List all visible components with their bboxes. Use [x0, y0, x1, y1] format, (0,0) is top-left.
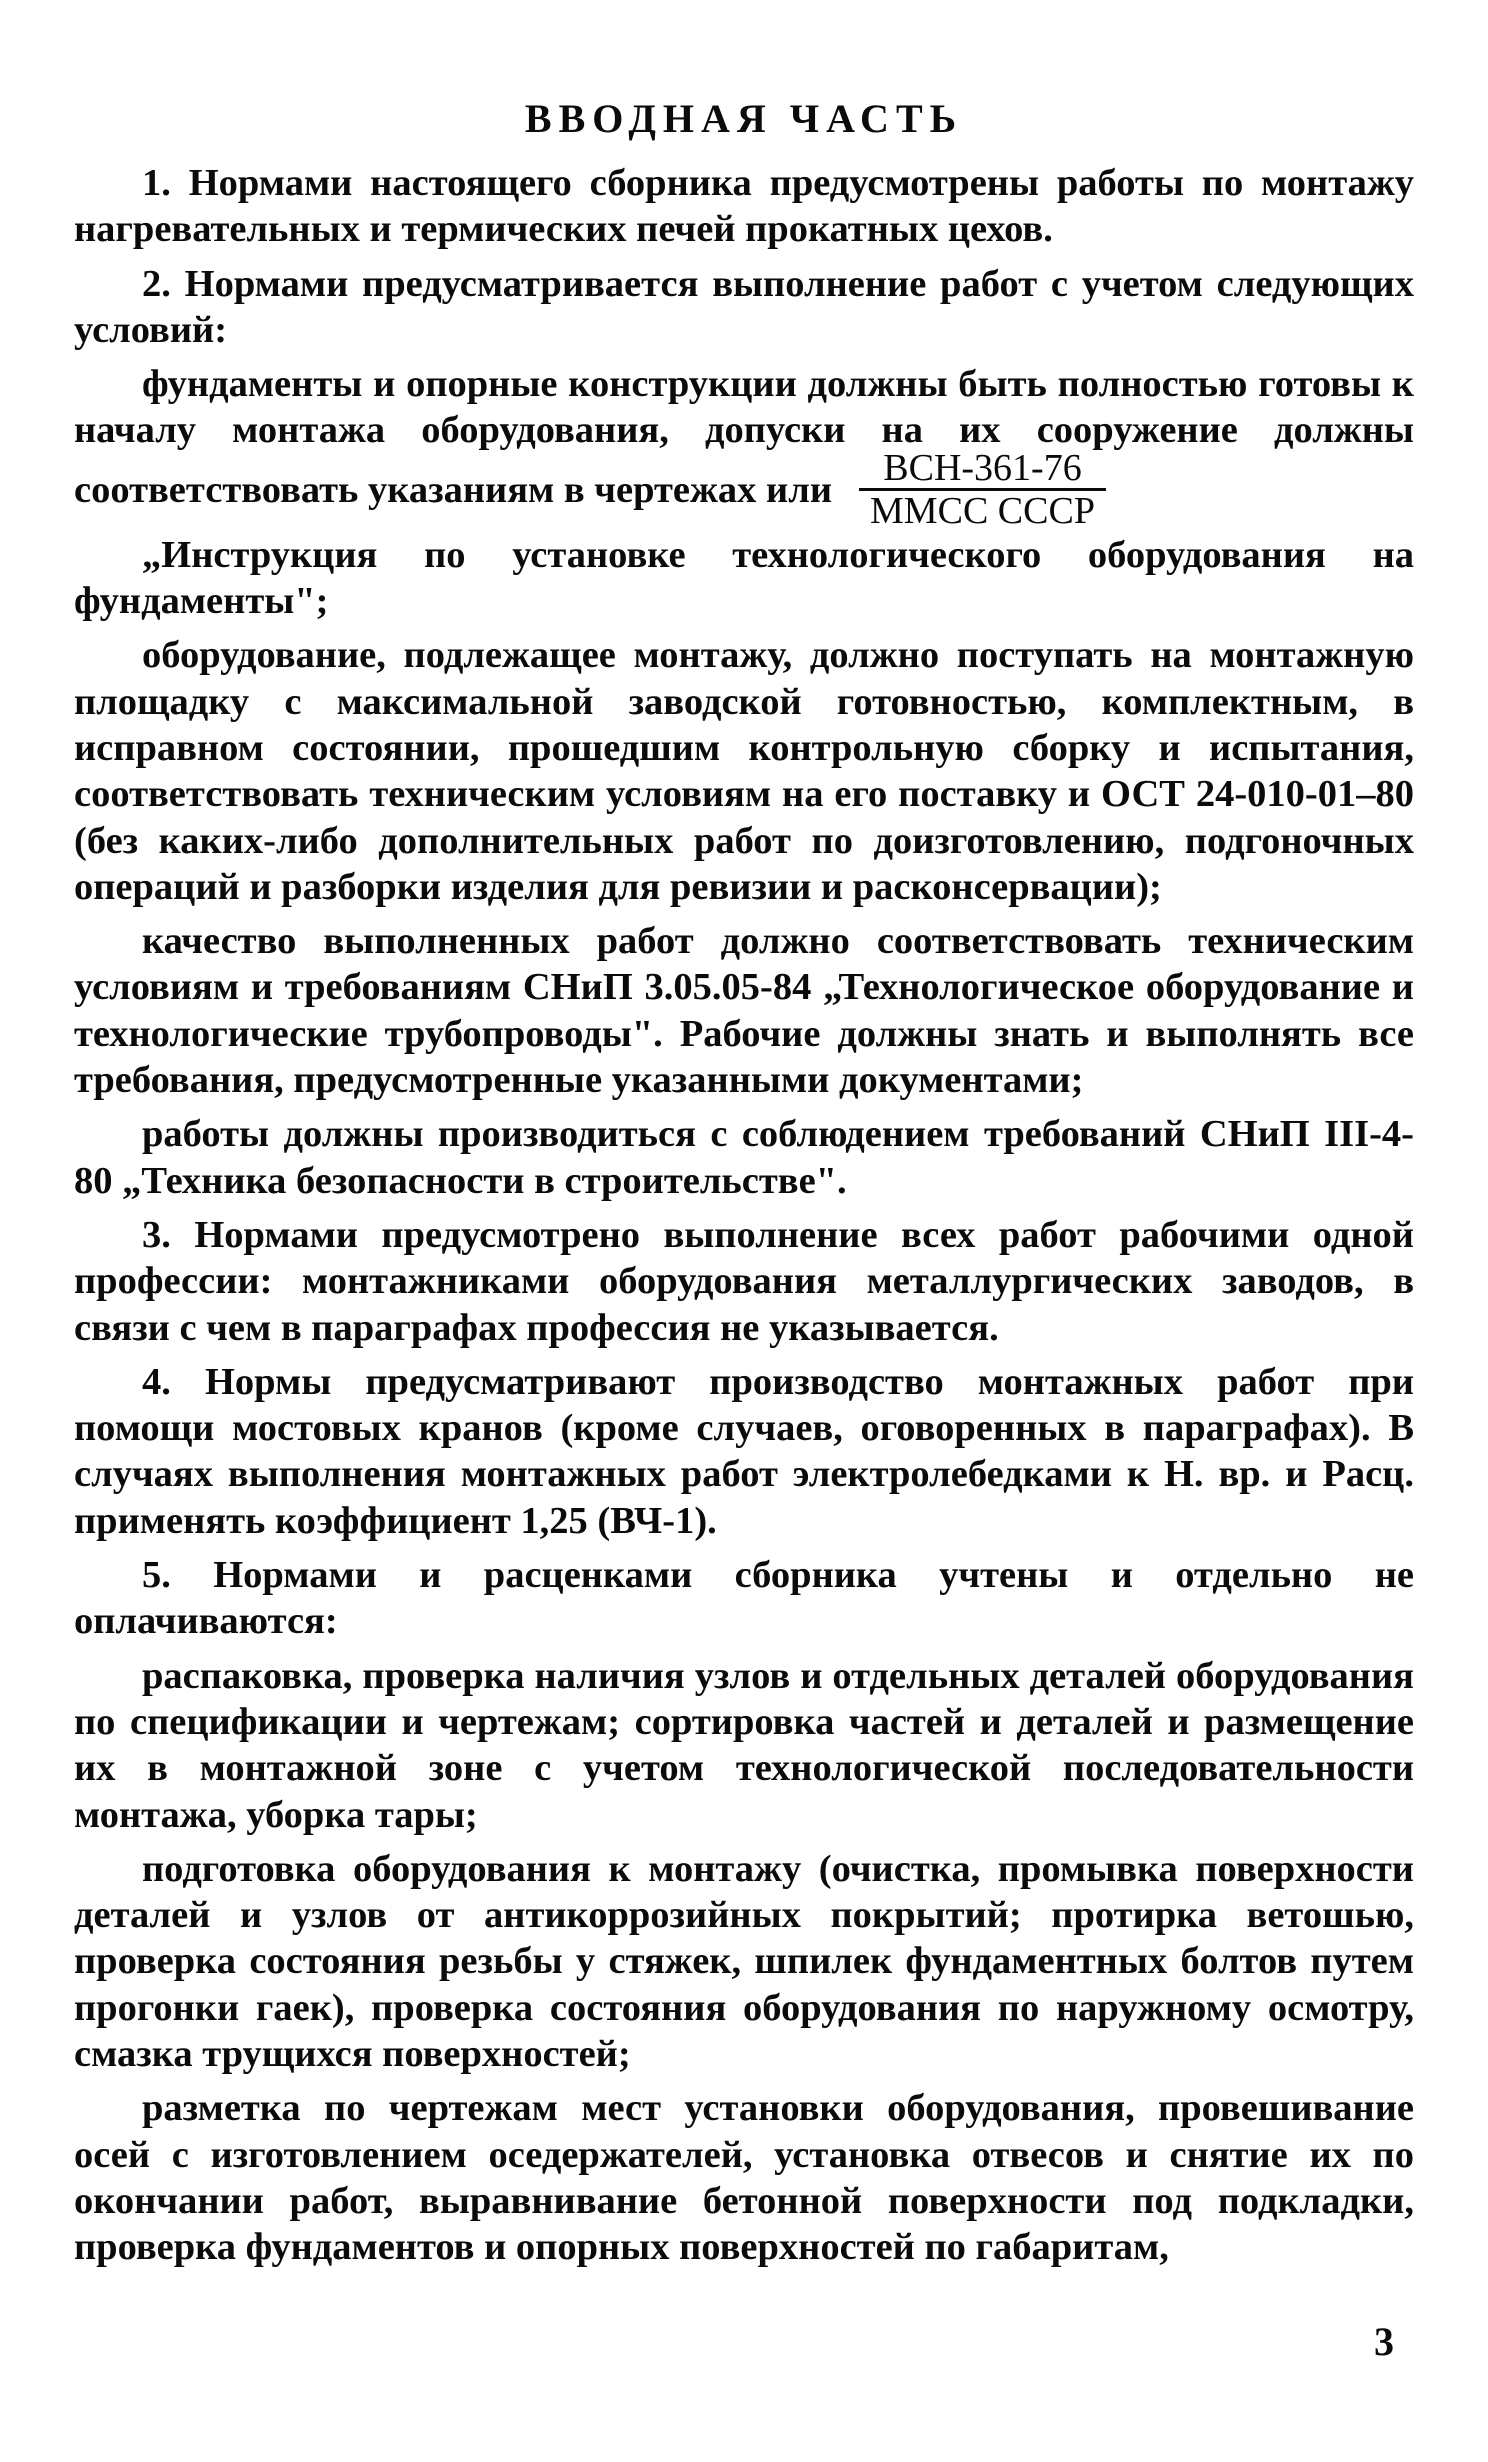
paragraph-4: 4. Нормы предусматривают производство монтажных работ при помощи мостовых кранов (кроме случаев, оговоренных в параграфах). В случаях выполнения монтажных работ электролебедками к Н. вр. и Расц. применять коэффициент 1,25 (ВЧ-1).: [74, 1360, 1414, 1542]
document-page: [74, 90, 1414, 2270]
section-heading: ВВОДНАЯ ЧАСТЬ: [524, 96, 964, 141]
fraction-reference-line: [74, 448, 1414, 532]
norm-reference-fraction: [846, 448, 1119, 531]
paragraph-3: 3. Нормами предусмотрено выполнение всех работ рабочими одной профессии: монтажниками оборудования металлургических заводов, в связи с чем в параграфах профессия не указывается.: [74, 1213, 1414, 1349]
paragraph-unpacking: распаковка, проверка наличия узлов и отдельных деталей оборудования по спецификации и чертежам; сортировка частей и деталей и размещение их в монтажной зоне с учетом технологической последовательности монтажа, уборка тары;: [74, 1654, 1414, 1836]
paragraph-marking: разметка по чертежам мест установки оборудования, провешивание осей с изготовлением оседержателей, установка отвесов и снятие их по окончании работ, выравнивание бетонной поверхности под подкладки, проверка фундаментов и опорных поверхностей по габаритам,: [74, 2087, 1414, 2269]
fraction-numerator: ВСН-361-76: [859, 448, 1105, 491]
paragraph-1: 1. Нормами настоящего сборника предусмотрены работы по монтажу нагревательных и термических печей прокатных цехов.: [74, 162, 1414, 251]
paragraph-equipment: оборудование, подлежащее монтажу, должно поступать на монтажную площадку с максимальной заводской готовностью, комплектным, в исправном состоянии, прошедшим контрольную сборку и испытания, соответствовать техническим условиям на его поставку и ОСТ 24-010-01–80 (без каких-либо дополнительных работ по доизготовлению, подгоночных операций и разборки изделия для ревизии и расконсервации);: [74, 634, 1414, 908]
fraction-lead-text: соответствовать указаниям в чертежах или: [74, 468, 833, 511]
paragraph-safety: работы должны производиться с соблюдением требований СНиП III-4-80 „Техника безопасности в строительстве".: [74, 1113, 1414, 1202]
paragraph-preparation: подготовка оборудования к монтажу (очистка, промывка поверхности деталей и узлов от антикоррозийных покрытий; протирка ветошью, проверка состояния резьбы у стяжек, шпилек фундаментных болтов путем прогонки гаек), проверка состояния оборудования по наружному осмотру, смазка трущихся поверхностей;: [74, 1847, 1414, 2075]
paragraph-2: 2. Нормами предусматривается выполнение работ с учетом следующих условий:: [74, 262, 1414, 351]
paragraph-quality: качество выполненных работ должно соответствовать техническим условиям и требованиям СНиП 3.05.05-84 „Технологическое оборудование и технологические трубопроводы". Рабочие должны знать и выполнять все требования, предусмотренные указанными документами;: [74, 920, 1414, 1102]
paragraph-foundations: фундаменты и опорные конструкции должны быть полностью готовы к началу монтажа оборудования, допуски на их сооружение должны: [74, 363, 1414, 452]
paragraph-instruction-title: „Инструкция по установке технологического оборудования на фундаменты";: [74, 533, 1414, 623]
fraction-denominator: ММСС СССР: [870, 490, 1095, 533]
page-number: 3: [1374, 2319, 1394, 2364]
paragraph-5: 5. Нормами и расценками сборника учтены и отдельно не оплачиваются:: [74, 1554, 1414, 1643]
